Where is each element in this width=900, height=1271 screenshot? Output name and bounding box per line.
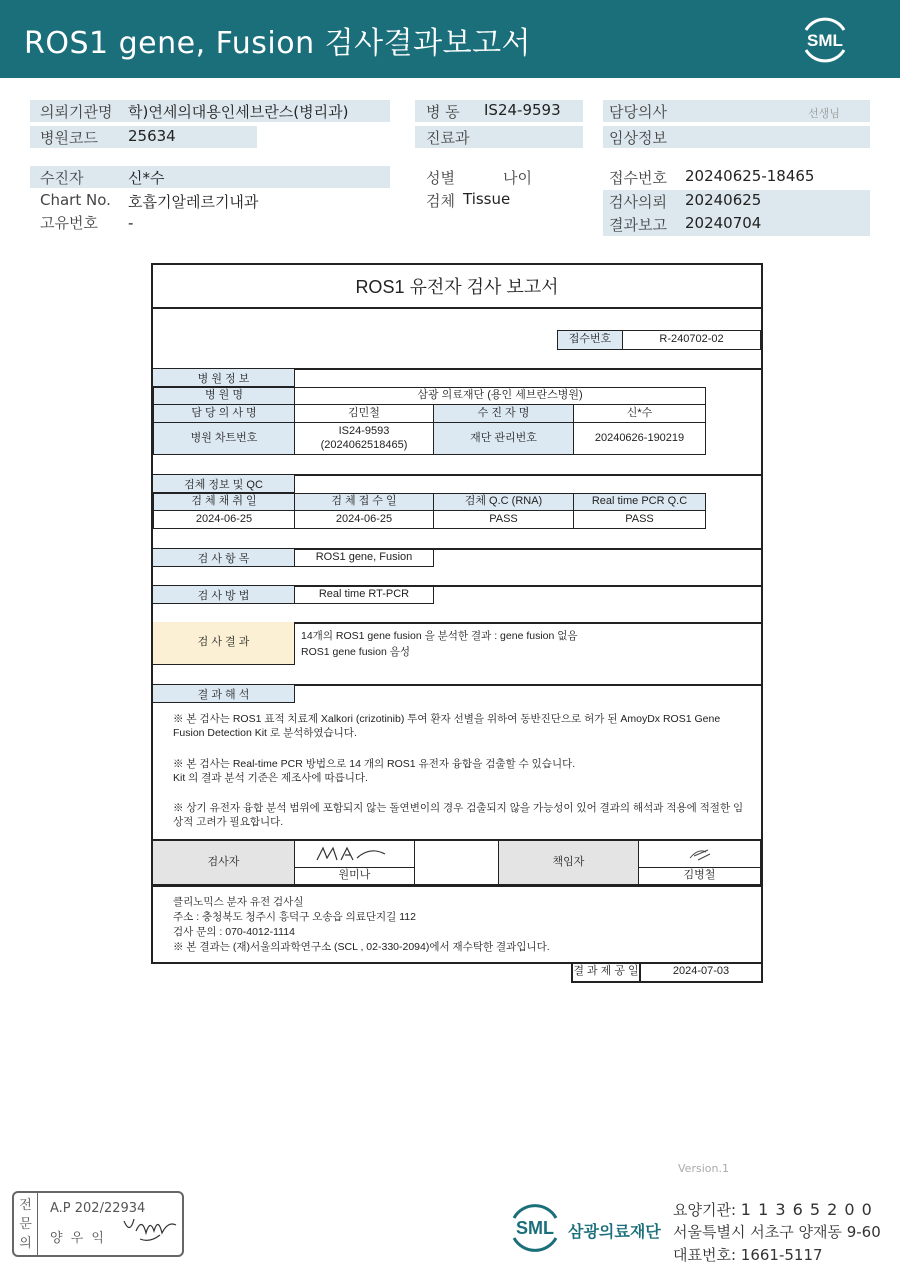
report-receipt-label: 접수번호: [557, 330, 623, 350]
issue-date-value: 2024-07-03: [639, 963, 763, 983]
phone-label: 대표번호:: [673, 1246, 737, 1264]
val-pcr-qc: PASS: [573, 510, 706, 529]
patient-name-label: 수 진 자 명: [433, 404, 574, 423]
blank-cell: [414, 840, 499, 885]
col-collect-date: 검 체 채 취 일: [153, 493, 295, 511]
chart-number-line1: IS24-9593: [338, 424, 390, 437]
col-receive-date: 검 체 접 수 일: [294, 493, 434, 511]
lab-contact: 검사 문의 : 070-4012-1114: [173, 926, 295, 938]
care-value: 1 1 3 6 5 2 0 0: [740, 1200, 873, 1219]
age-label: 나이: [503, 169, 532, 187]
hospital-section-label: 병 원 정 보: [153, 368, 295, 387]
lab-note: ※ 본 결과는 (재)서울의과학연구소 (SCL , 02-330-2094)에서 재수탁한 결과입니다.: [173, 941, 550, 953]
doctor-suffix: 선생님: [808, 107, 840, 120]
lab-name: 클리노믹스 분자 유전 검사실: [173, 896, 304, 908]
sml-logo-text: SML: [807, 31, 843, 50]
mgmt-number-value: 20240626-190219: [573, 422, 706, 455]
report-title: ROS1 유전자 검사 보고서: [153, 265, 761, 309]
lab-address: 주소 : 충청북도 청주시 흥덕구 오송읍 의료단지길 112: [173, 911, 416, 923]
test-item-value: ROS1 gene, Fusion: [294, 548, 434, 567]
stamp-ap-number: A.P 202/22934: [50, 1201, 146, 1216]
corp-address: 서울특별시 서초구 양재동 9-60: [673, 1223, 881, 1241]
stamp-char-2: 문: [19, 1217, 32, 1232]
tester-name: 원미나: [294, 867, 415, 885]
result-label: 검 사 결 과: [153, 622, 295, 665]
chart-value: 호흡기알레르기내과: [128, 193, 259, 211]
ros1-report: [151, 263, 763, 964]
ward-label: 병 동: [426, 103, 460, 121]
phone-value: 1661-5117: [740, 1246, 823, 1264]
test-method-label: 검 사 방 법: [153, 585, 295, 604]
version-label: Version.1: [678, 1162, 729, 1175]
tester-label: 검사자: [153, 840, 295, 885]
report-receipt-value: R-240702-02: [622, 330, 761, 350]
corp-logo-text: SML: [516, 1218, 554, 1238]
receipt-label: 접수번호: [609, 169, 667, 187]
patient-name-value: 신*수: [573, 404, 706, 423]
report-date-value: 20240704: [685, 214, 762, 232]
val-receive-date: 2024-06-25: [294, 510, 434, 529]
institution-value: 학)연세의대용인세브란스(병리과): [128, 103, 349, 121]
result-text: [301, 628, 578, 660]
responsible-signature-icon: [680, 844, 720, 864]
tester-signature: [294, 840, 415, 868]
corp-phone: [673, 1244, 823, 1265]
val-collect-date: 2024-06-25: [153, 510, 295, 529]
stamp-signature-icon: [120, 1211, 182, 1245]
chart-number-label: 병원 차트번호: [153, 422, 295, 455]
col-qc-rna: 검체 Q.C (RNA): [433, 493, 574, 511]
chart-number-value: [294, 422, 434, 455]
doctor-name-label: 담 당 의 사 명: [153, 404, 295, 423]
val-qc-rna: PASS: [433, 510, 574, 529]
specimen-label: 검체: [426, 192, 455, 210]
hospital-code-value: 25634: [128, 127, 176, 145]
responsible-label: 책임자: [498, 840, 639, 885]
col-pcr-qc: Real time PCR Q.C: [573, 493, 706, 511]
care-label: 요양기관:: [673, 1201, 737, 1219]
report-date-label: 결과보고: [609, 216, 667, 234]
chart-number-line2: (20240625​18465): [320, 438, 408, 451]
request-label: 검사의뢰: [609, 193, 667, 211]
hospital-name-label: 병 원 명: [153, 387, 295, 405]
hospital-code-label: 병원코드: [40, 129, 98, 147]
institution-label: 의뢰기관명: [40, 103, 113, 121]
note-2b: Kit 의 결과 분석 기준은 제조사에 따릅니다.: [173, 772, 368, 784]
sex-label: 성별: [426, 169, 455, 187]
receipt-value: 20240625-18465: [685, 167, 815, 185]
patient-value: 신*수: [128, 169, 165, 187]
doctor-name-value: 김민철: [294, 404, 434, 423]
care-number: [673, 1199, 873, 1220]
specimen-value: Tissue: [463, 190, 511, 208]
doctor-label: 담당의사: [609, 103, 667, 121]
page-title: ROS1 gene, Fusion 검사결과보고서: [24, 26, 532, 61]
note-1: ※ 본 검사는 ROS1 표적 치료제 Xalkori (crizotinib) 투여 환자 선별을 위하여 동반진단으로 허가 된 AmoyDx ROS1 Gene Fusion Detection Kit 로 분석하였습니다.: [173, 713, 721, 739]
note-3: ※ 상기 유전자 융합 분석 범위에 포함되지 않는 돌연변이의 경우 검출되지 않을 가능성이 있어 결과의 해석과 적용에 적절한 임상적 고려가 필요합니다.: [173, 802, 744, 828]
note-2a: ※ 본 검사는 Real-time PCR 방법으로 14 개의 ROS1 유전자 융합을 검출할 수 있습니다.: [173, 758, 576, 770]
stamp-char-3: 의: [19, 1236, 32, 1251]
ward-value: IS24-9593: [484, 101, 561, 119]
patient-label: 수진자: [40, 169, 84, 187]
dept-label: 진료과: [426, 129, 470, 147]
interpretation-label: 결 과 해 석: [153, 684, 295, 703]
responsible-name: 김병철: [638, 867, 761, 885]
sml-logo-icon: [798, 14, 852, 64]
unique-label: 고유번호: [40, 214, 98, 232]
stamp-name: 양 우 익: [50, 1231, 106, 1246]
unique-value: -: [128, 214, 134, 232]
responsible-signature: [638, 840, 761, 868]
page-header: [0, 0, 900, 78]
corp-name: 삼광의료재단: [568, 1222, 661, 1241]
patient-bar: [30, 166, 390, 188]
result-line-2: ROS1 gene fusion 음성: [301, 646, 411, 658]
stamp-char-1: 전: [19, 1198, 32, 1213]
sml-corp-logo-icon: [508, 1200, 562, 1256]
issue-date-label: 결 과 제 공 일: [571, 963, 641, 983]
clinical-label: 임상정보: [609, 129, 667, 147]
pathologist-stamp: [12, 1191, 184, 1257]
mgmt-number-label: 재단 관리번호: [433, 422, 574, 455]
chart-label: Chart No.: [40, 191, 111, 209]
request-value: 20240625: [685, 191, 762, 209]
specimen-section-label: 검체 정보 및 QC: [153, 474, 295, 493]
test-item-label: 검 사 항 목: [153, 548, 295, 567]
hospital-name-value: 삼광 의료재단 (용인 세브란스병원): [294, 387, 706, 405]
test-method-value: Real time RT-PCR: [294, 585, 434, 604]
tester-signature-icon: [315, 844, 395, 864]
result-line-1: 14개의 ROS1 gene fusion 을 분석한 결과 : gene fusion 없음: [301, 630, 578, 642]
stamp-side-label: [14, 1193, 38, 1255]
divider-line: [153, 885, 761, 887]
